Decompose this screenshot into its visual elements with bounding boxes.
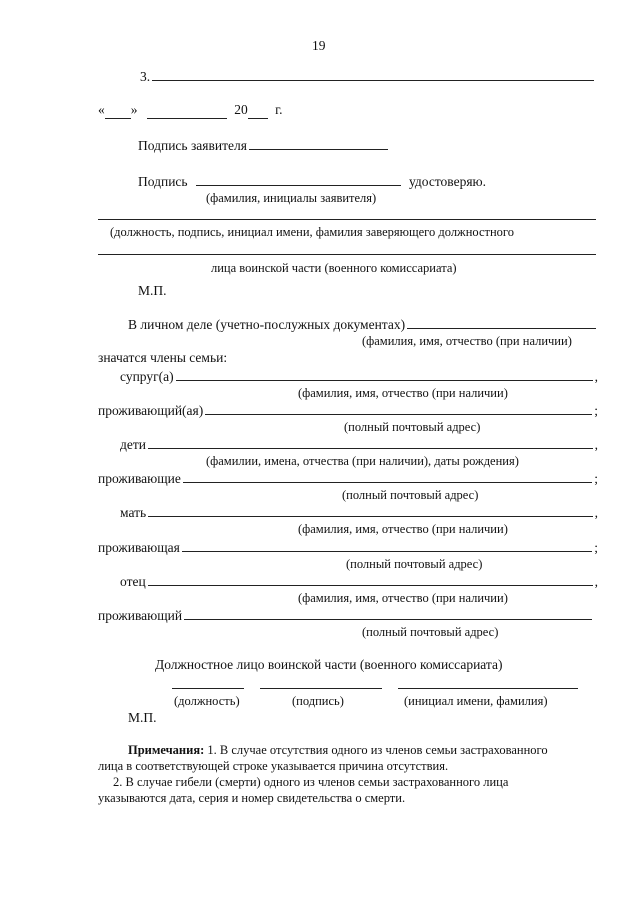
item-3-row <box>140 68 596 85</box>
personal-file-field[interactable] <box>407 316 596 329</box>
note-2-part-b: указываются дата, серия и номер свидетельства о смерти. <box>98 791 406 805</box>
family-row-children-address <box>98 470 598 487</box>
family-label-mother: мать <box>120 505 147 520</box>
official-signature-caption: (подпись) <box>292 694 344 708</box>
family-field-children-address[interactable] <box>183 470 592 483</box>
stamp-placeholder-1: М.П. <box>138 283 167 298</box>
stamp-placeholder-2: М.П. <box>128 710 157 725</box>
family-label-spouse-address: проживающий(ая) <box>98 403 204 418</box>
official-position-caption: (должность) <box>174 694 240 708</box>
family-label-father: отец <box>120 574 146 589</box>
item-3-field[interactable] <box>152 68 594 81</box>
date-day-field[interactable] <box>105 102 131 119</box>
family-end-father: , <box>594 574 598 589</box>
date-year-field[interactable] <box>248 102 268 119</box>
family-row-mother-address <box>98 539 598 556</box>
family-row-spouse-address <box>98 402 598 419</box>
family-caption-spouse-address: (полный почтовый адрес) <box>344 420 481 434</box>
note-1-part-a: 1. В случае отсутствия одного из членов семьи застрахованного <box>207 743 548 757</box>
date-month-field[interactable] <box>147 102 227 119</box>
family-field-spouse-address[interactable] <box>205 402 592 415</box>
certify-caption: (фамилия, инициалы заявителя) <box>206 191 377 205</box>
applicant-signature-row <box>138 137 390 154</box>
official-position-field[interactable] <box>172 688 244 689</box>
official-line-1[interactable] <box>98 219 596 220</box>
family-caption-mother: (фамилия, имя, отчество (при наличии) <box>298 522 508 536</box>
family-end-children-address: ; <box>594 471 598 486</box>
family-caption-father: (фамилия, имя, отчество (при наличии) <box>298 591 508 605</box>
date-year-prefix: 20 <box>234 102 248 117</box>
date-row <box>98 102 283 119</box>
family-caption-children-address: (полный почтовый адрес) <box>342 488 479 502</box>
family-field-mother[interactable] <box>148 504 592 517</box>
official-name-caption: (инициал имени, фамилия) <box>404 694 548 708</box>
family-field-father[interactable] <box>148 573 593 586</box>
family-row-spouse <box>120 368 598 385</box>
personal-file-caption: (фамилия, имя, отчество (при наличии) <box>362 334 572 348</box>
family-field-children[interactable] <box>148 436 593 449</box>
official-caption-2: лица воинской части (военного комиссариата) <box>211 261 457 275</box>
family-row-children <box>120 436 598 453</box>
certify-suffix: удостоверяю. <box>408 174 486 189</box>
certify-row <box>138 173 486 190</box>
notes-line-1 <box>128 742 548 758</box>
family-field-spouse[interactable] <box>176 368 593 381</box>
family-end-spouse: , <box>594 369 598 384</box>
family-field-mother-address[interactable] <box>182 539 592 552</box>
family-row-mother <box>120 504 598 521</box>
item-3-label: 3. <box>140 69 151 84</box>
personal-file-label: В личном деле (учетно-послужных документах) <box>128 317 406 332</box>
family-row-father <box>120 573 598 590</box>
family-label-spouse: супруг(а) <box>120 369 174 384</box>
family-label-children-address: проживающие <box>98 471 181 486</box>
family-end-children: , <box>594 437 598 452</box>
family-end-spouse-address: ; <box>594 403 598 418</box>
note-2-part-a: 2. В случае гибели (смерти) одного из членов семьи застрахованного лица <box>113 775 509 789</box>
page-number: 19 <box>312 38 326 53</box>
certify-field[interactable] <box>196 173 401 186</box>
family-label-children: дети <box>120 437 146 452</box>
official-signature-field[interactable] <box>260 688 382 689</box>
official-name-field[interactable] <box>398 688 578 689</box>
family-label-father-address: проживающий <box>98 608 183 623</box>
official-heading: Должностное лицо воинской части (военного комиссариата) <box>155 657 503 672</box>
family-row-father-address <box>98 607 594 624</box>
notes-title: Примечания: <box>128 743 205 757</box>
official-caption-1: (должность, подпись, инициал имени, фамилия заверяющего должностного <box>110 225 514 239</box>
family-end-mother: , <box>594 505 598 520</box>
family-caption-father-address: (полный почтовый адрес) <box>362 625 499 639</box>
date-open-quote: « <box>98 102 105 117</box>
family-field-father-address[interactable] <box>184 607 592 620</box>
personal-file-row <box>128 316 598 333</box>
applicant-signature-label: Подпись заявителя <box>138 138 247 153</box>
date-year-suffix: г. <box>275 102 283 117</box>
applicant-signature-field[interactable] <box>249 137 388 150</box>
family-caption-children: (фамилии, имена, отчества (при наличии), даты рождения) <box>206 454 519 468</box>
note-1-part-b: лица в соответствующей строке указывается причина отсутствия. <box>98 759 449 773</box>
family-caption-mother-address: (полный почтовый адрес) <box>346 557 483 571</box>
family-caption-spouse: (фамилия, имя, отчество (при наличии) <box>298 386 508 400</box>
family-heading: значатся члены семьи: <box>98 350 228 365</box>
official-line-2[interactable] <box>98 254 596 255</box>
family-end-mother-address: ; <box>594 540 598 555</box>
date-close-quote: » <box>130 102 138 117</box>
family-label-mother-address: проживающая <box>98 540 180 555</box>
certify-label: Подпись <box>138 174 188 189</box>
